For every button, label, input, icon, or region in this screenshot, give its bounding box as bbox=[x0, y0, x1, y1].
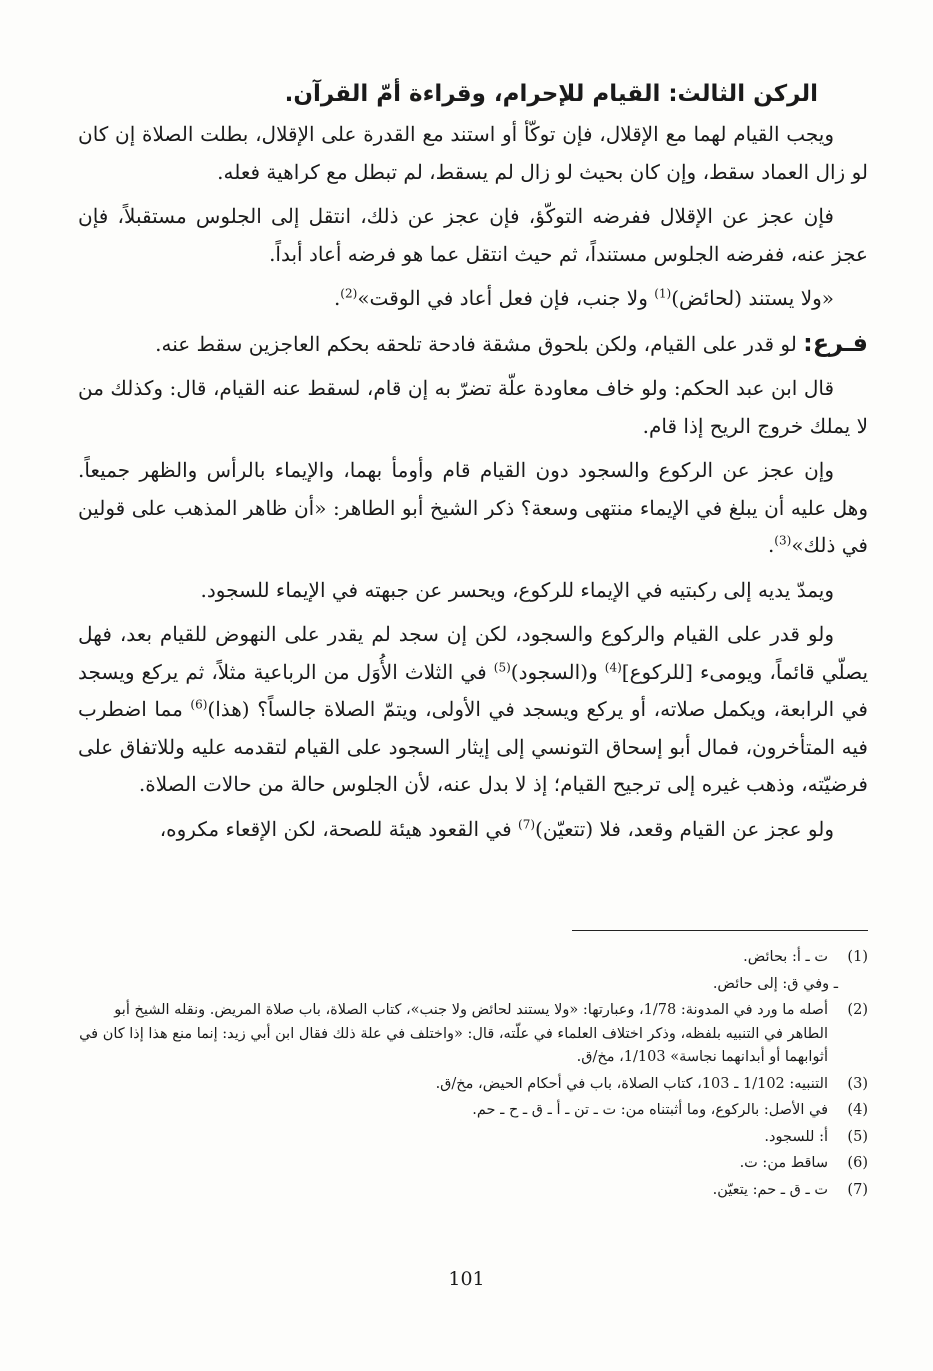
footnote-7 bbox=[78, 1179, 868, 1203]
footnote-2 bbox=[78, 999, 868, 1070]
paragraph-4 bbox=[78, 325, 868, 364]
paragraph-text: . bbox=[767, 533, 775, 557]
paragraph-text: فإن عجز عن الإقلال ففرضه التوكّؤ، فإن عجز عن ذلك، انتقل إلى الجلوس مستقبلاً، فإن عجز عنه، ففرضه الجلوس مستنداً، ثم حيث انتقل عما هو فرضه أعاد أبداً. bbox=[78, 204, 868, 266]
footnote-number: (6) bbox=[847, 1155, 868, 1171]
footnote-text: التنبيه: 1/102 ـ 103، كتاب الصلاة، باب في أحكام الحيض، مخ/ق. bbox=[435, 1075, 828, 1092]
footnote-ref[interactable]: (3) bbox=[774, 533, 792, 548]
footnote-number: (5) bbox=[847, 1128, 868, 1145]
footnote-ref[interactable]: (2) bbox=[340, 286, 358, 301]
paragraph-text: مما اضطرب فيه المتأخرون، فمال أبو إسحاق التونسي إلى إيثار السجود على القيام لتقدمه عليه وللاتفاق على فرضيّته، وذهب غيره إلى ترجيح القيام؛ إذ لا بدل عنه، لأن الجلوس حالة من حالات الصلاة. bbox=[78, 697, 868, 796]
footnote-ref[interactable]: (4) bbox=[604, 659, 622, 674]
paragraph-text: لو قدر على القيام، ولكن بلحوق مشقة فادحة تلحقه بحكم العاجزين سقط عنه. bbox=[155, 331, 804, 356]
paragraph-text: ويجب القيام لهما مع الإقلال، فإن توكّأ أو استند مع القدرة على الإقلال، بطلت الصلاة إن كان لو زال العماد سقط، وإن كان بحيث لو زال لم يسقط، لم تبطل مع كراهية فعله. bbox=[78, 122, 868, 184]
footnote-number: (3) bbox=[847, 1075, 868, 1092]
paragraph-text: ويمدّ يديه إلى ركبتيه في الإيماء للركوع، ويحسر عن جبهته في الإيماء للسجود. bbox=[200, 577, 834, 602]
footnote-ref[interactable]: (5) bbox=[493, 659, 511, 674]
footnote-number: (1) bbox=[847, 949, 868, 965]
footnote-5 bbox=[78, 1126, 868, 1150]
paragraph-8 bbox=[78, 616, 868, 804]
paragraph-text: ولو عجز عن القيام وقعد، فلا (تتعيّن) bbox=[535, 816, 834, 841]
paragraph-5 bbox=[78, 370, 868, 445]
footnote-ref[interactable]: (7) bbox=[518, 816, 536, 831]
footnote-3 bbox=[78, 1073, 868, 1097]
footnote-text: أ: للسجود. bbox=[764, 1128, 828, 1145]
paragraph-9 bbox=[78, 811, 868, 849]
footnote-text: في الأصل: بالركوع، وما أثبتناه من: ت ـ تن ـ أ ـ ق ـ ح ـ حم. bbox=[472, 1102, 828, 1118]
footnote-1 bbox=[78, 946, 868, 970]
footnote-ref[interactable]: (6) bbox=[190, 697, 208, 712]
footnote-divider bbox=[572, 930, 868, 931]
footnote-ref[interactable]: (1) bbox=[654, 286, 672, 301]
footnote-4 bbox=[78, 1099, 868, 1123]
section-heading: الركن الثالث: القيام للإحرام، وقراءة أمّ القرآن. bbox=[284, 81, 818, 107]
footnote-text: أصله ما ورد في المدونة: 1/78، وعبارتها: «ولا يستند لحائض ولا جنب»، كتاب الصلاة، باب صلاة المريض. ونقله الشيخ أبو الطاهر في التنبيه بلفظه، وذكر اختلاف العلماء في علّته، قال: «واختلف في علة ذلك فقال ابن أبي زيد: إنما منع هذا إذا كان في أثوابهما أو أبدانهما نجاسة» 1/103، مخ/ق. bbox=[79, 1002, 828, 1065]
page-number: 101 bbox=[448, 1268, 485, 1290]
paragraph-text: . bbox=[333, 286, 341, 310]
footnote-1-continuation: ـ وفي ق: إلى حائض. bbox=[712, 975, 838, 992]
paragraph-text: ولو قدر على القيام والركوع والسجود، لكن إن سجد لم يقدر على النهوض للقيام بعد، فهل يصلّي قائماً، ويومىء [للركوع] bbox=[78, 622, 869, 684]
footnote-text: ت ـ ق ـ حم: يتعيّن. bbox=[712, 1181, 828, 1198]
paragraph-2 bbox=[78, 198, 868, 273]
paragraph-text: و(السجود) bbox=[510, 659, 605, 684]
footnotes bbox=[78, 946, 868, 1205]
paragraph-1 bbox=[78, 116, 868, 191]
main-text bbox=[78, 74, 868, 855]
paragraph-3 bbox=[78, 280, 868, 318]
footnote-number: (4) bbox=[847, 1102, 868, 1118]
paragraph-6 bbox=[78, 452, 868, 565]
footnote-number: (2) bbox=[847, 1002, 868, 1018]
footnote-number: (7) bbox=[847, 1181, 868, 1198]
paragraph-text: وإن عجز عن الركوع والسجود دون القيام قام وأومأ بهما، والإيماء بالرأس والظهر جميعاً. وهل عليه أن يبلغ في الإيماء منتهى وسعة؟ ذكر الشيخ أبو الطاهر: «أن ظاهر المذهب على قولين في ذلك» bbox=[78, 458, 868, 557]
paragraph-text: ولا جنب، فإن فعل أعاد في الوقت» bbox=[357, 286, 655, 310]
paragraph-text: في الثلاث الأُوَل من الرباعية مثلاً، ثم يركع ويسجد في الرابعة، ويكمل صلاته، أو يركع ويسجد في الأولى، ويتمّ الصلاة جالساً؟ (هذا) bbox=[78, 659, 868, 721]
footnote-text: ت ـ أ: بحائض. bbox=[743, 949, 828, 965]
paragraph-text: في القعود هيئة للصحة، لكن الإقعاء مكروه، bbox=[159, 816, 518, 841]
paragraph-text: قال ابن عبد الحكم: ولو خاف معاودة علّة تضرّ به إن قام، لسقط عنه القيام، قال: وكذلك من لا يملك خروج الريح إذا قام. bbox=[78, 376, 868, 438]
footnote-6 bbox=[78, 1152, 868, 1176]
branch-label: فـرع: bbox=[803, 328, 868, 357]
paragraph-text: «ولا يستند (لحائض) bbox=[671, 286, 834, 310]
paragraph-7 bbox=[78, 572, 868, 610]
footnote-text: ساقط من: ت. bbox=[739, 1155, 828, 1171]
